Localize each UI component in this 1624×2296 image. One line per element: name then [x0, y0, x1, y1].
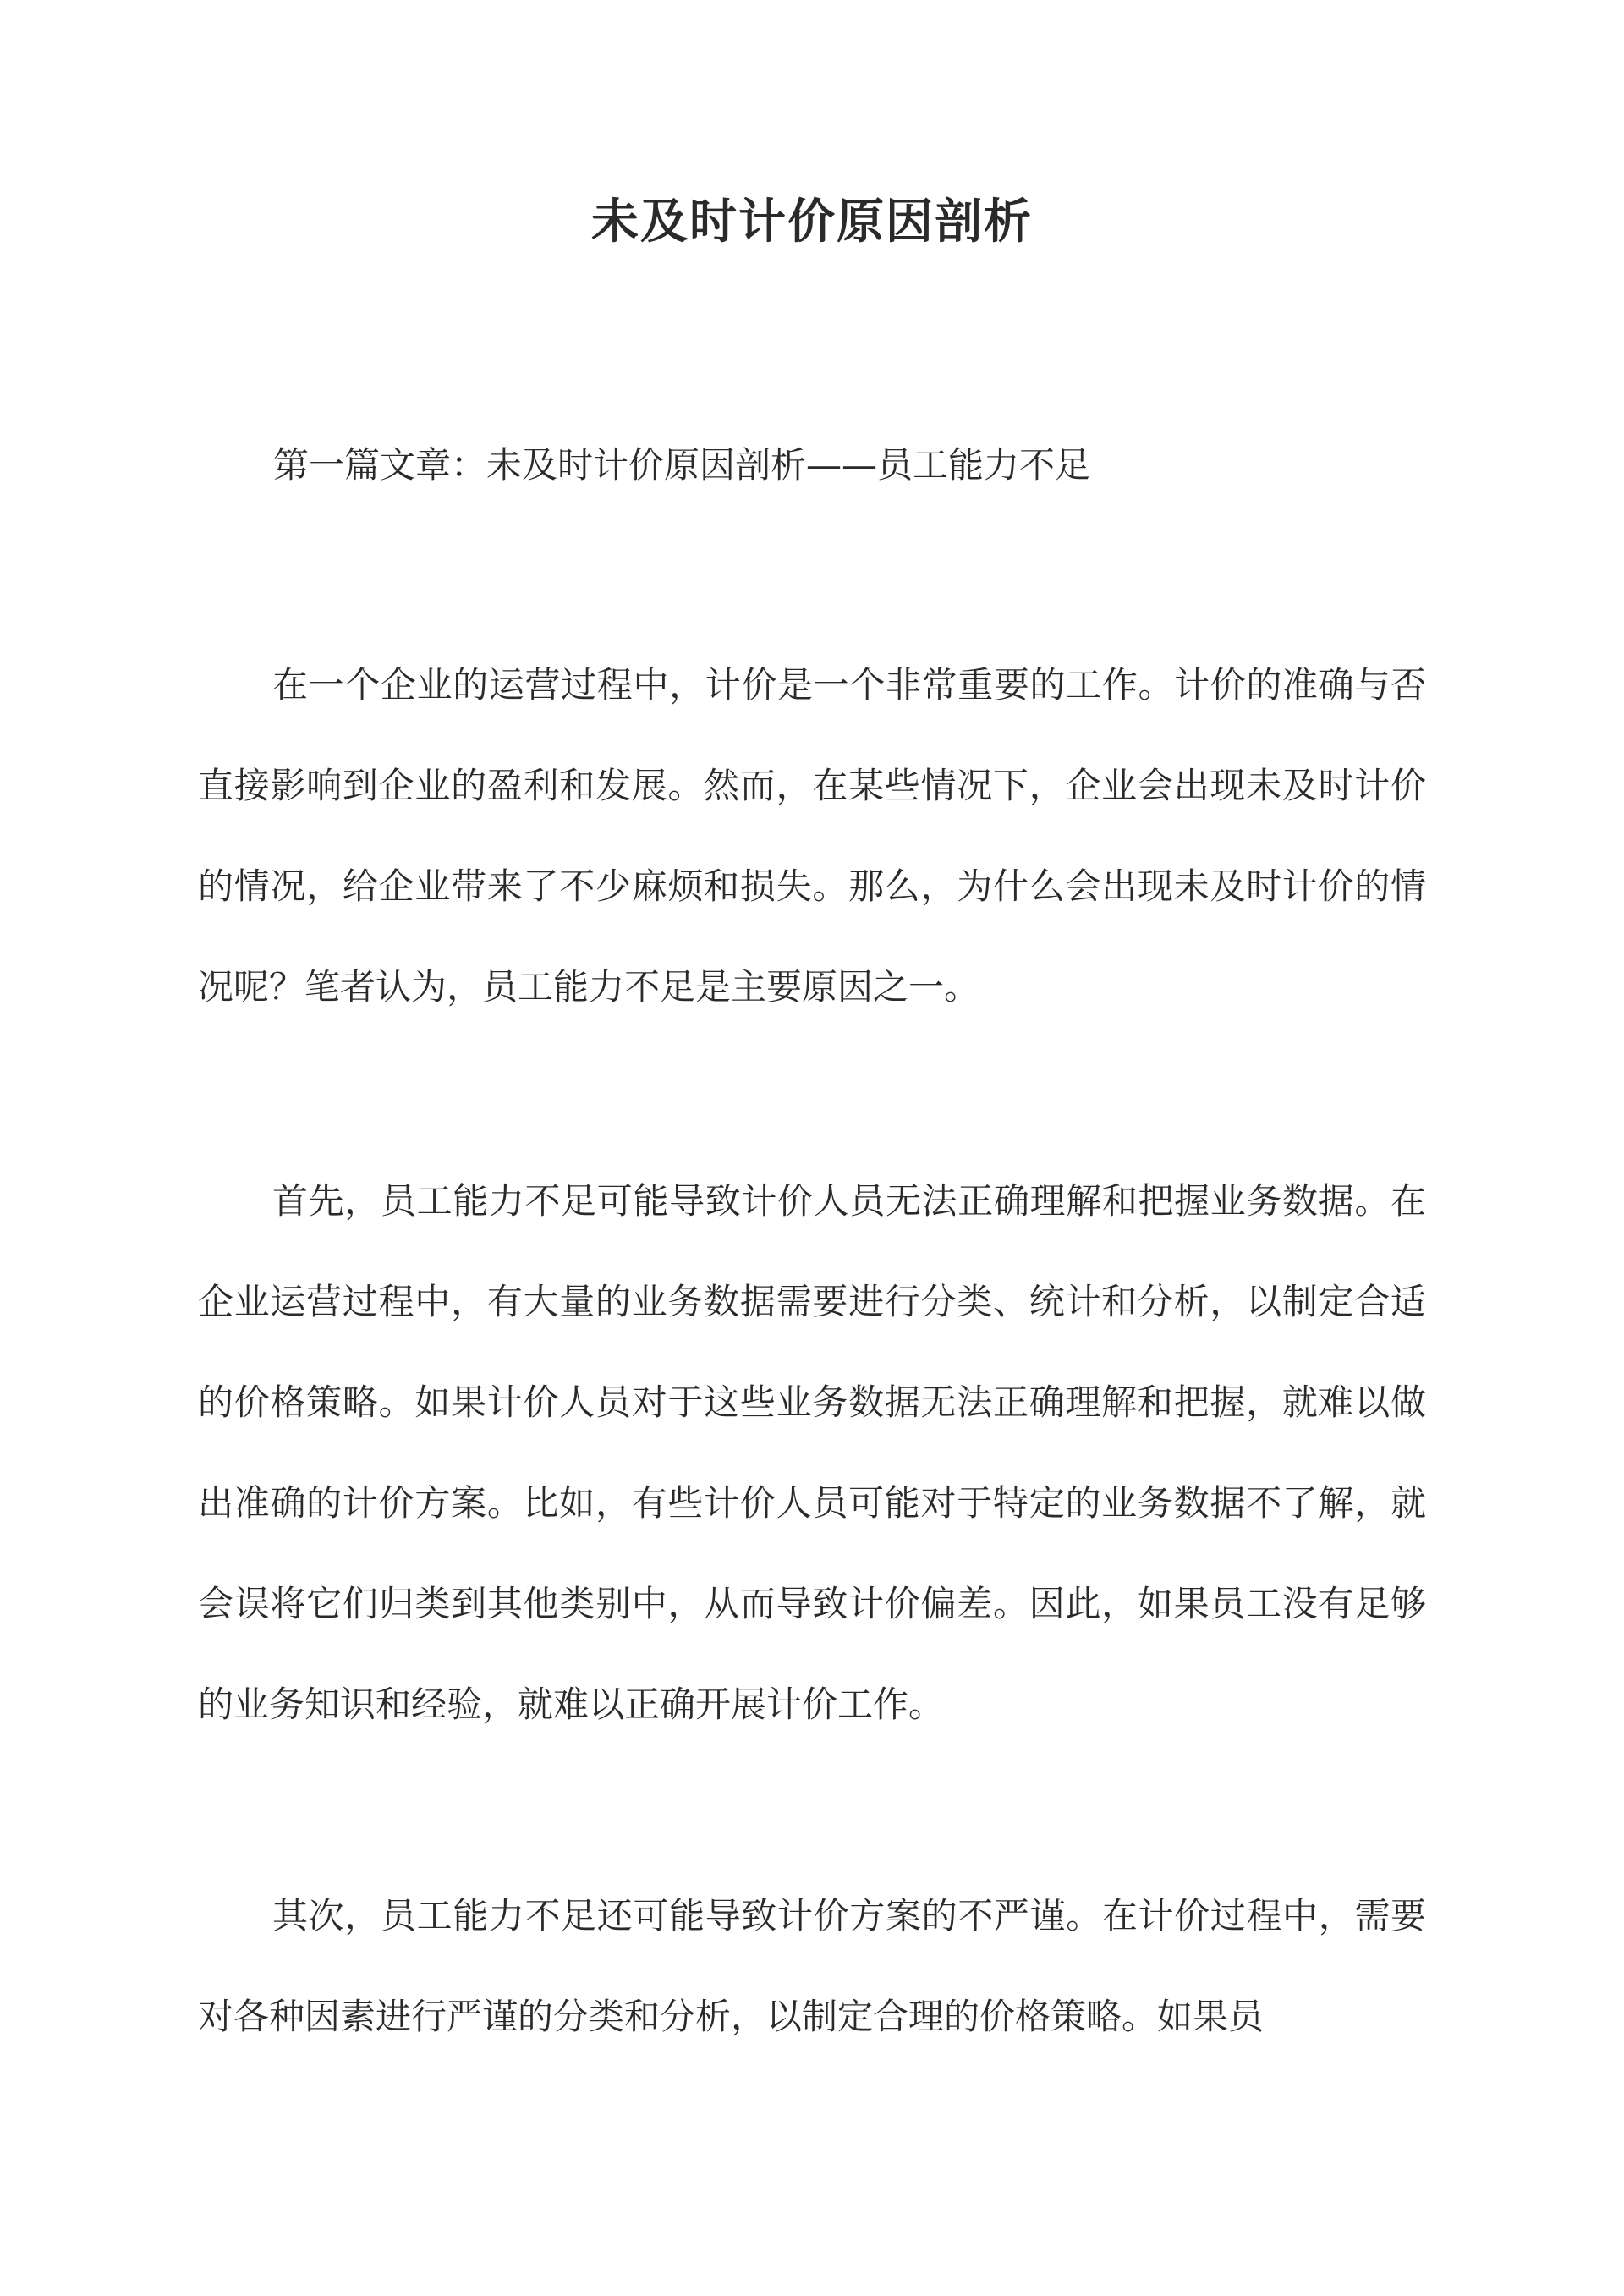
document-title: 未及时计价原因剖析	[591, 194, 1033, 250]
paragraph-3: 其次，员工能力不足还可能导致计价方案的不严谨。在计价过程中，需要对各种因素进行严谨的分类和分析，以制定合理的价格策略。如果员	[198, 1895, 1426, 2037]
article-subtitle: 第一篇文章：未及时计价原因剖析——员工能力不足	[273, 444, 1091, 486]
paragraph-1: 在一个企业的运营过程中，计价是一个非常重要的工作。计价的准确与否直接影响到企业的盈利和发展。然而，在某些情况下，企业会出现未及时计价的情况，给企业带来了不少麻烦和损失。那么，为什么会出现未及时计价的情况呢？笔者认为，员工能力不足是主要原因之一。	[198, 664, 1426, 1008]
paragraph-2: 首先，员工能力不足可能导致计价人员无法正确理解和把握业务数据。在企业运营过程中，有大量的业务数据需要进行分类、统计和分析，以制定合适的价格策略。如果计价人员对于这些业务数据无法正确理解和把握，就难以做出准确的计价方案。比如，有些计价人员可能对于特定的业务数据不了解，就会误将它们归类到其他类别中，从而导致计价偏差。因此，如果员工没有足够的业务知识和经验，就难以正确开展计价工作。	[198, 1180, 1426, 1725]
